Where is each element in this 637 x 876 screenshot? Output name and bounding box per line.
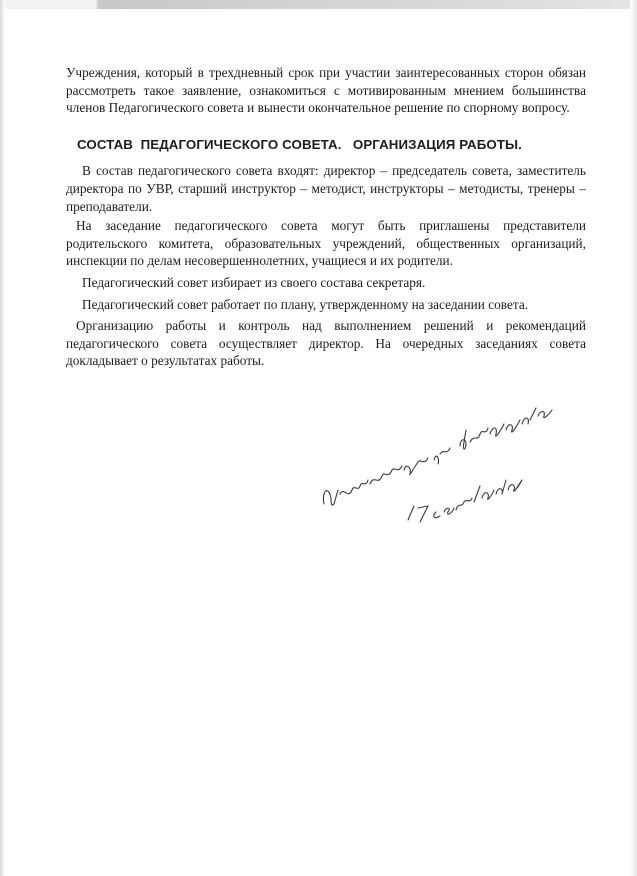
handwriting-icon: [316, 382, 556, 532]
paragraph-invited-guests: На заседание педагогического совета могут быть приглашены представители родительского комитета, образовательных учреждений, общественных организаций, инспекции по делам несовершеннолетних, учащиеся и их родители.: [66, 218, 586, 269]
scan-edge-top: [0, 0, 637, 9]
paragraph-composition: В состав педагогического совета входят: директор – председатель совета, заместитель директора по УВР, старший инструктор – методист, инструкторы – методисты, тренеры – преподаватели.: [66, 163, 586, 214]
paragraph-organization: Организацию работы и контроль над выполнением решений и рекомендаций педагогического совета осуществляет директор. На очередных заседаниях совета докладывает о результатах работы.: [66, 318, 586, 369]
paragraph-work-plan: Педагогический совет работает по плану, утвержденному на заседании совета.: [82, 296, 529, 312]
handwritten-approval-note: [316, 382, 556, 532]
paragraph-secretary: Педагогический совет избирает из своего состава секретаря.: [82, 274, 426, 290]
document-page: [66, 64, 586, 370]
scan-edge-left: [0, 0, 5, 876]
intro-paragraph: Учреждения, который в трехдневный срок при участии заинтересованных сторон обязан рассмотреть такое заявление, ознакомиться с мотивированным мнением большинства членов Педагогического совета и вынести окончательное решение по спорному вопросу.: [66, 65, 586, 116]
scan-edge-right: [630, 0, 637, 876]
section-heading: СОСТАВ ПЕДАГОГИЧЕСКОГО СОВЕТА. ОРГАНИЗАЦИЯ РАБОТЫ.: [77, 136, 522, 152]
